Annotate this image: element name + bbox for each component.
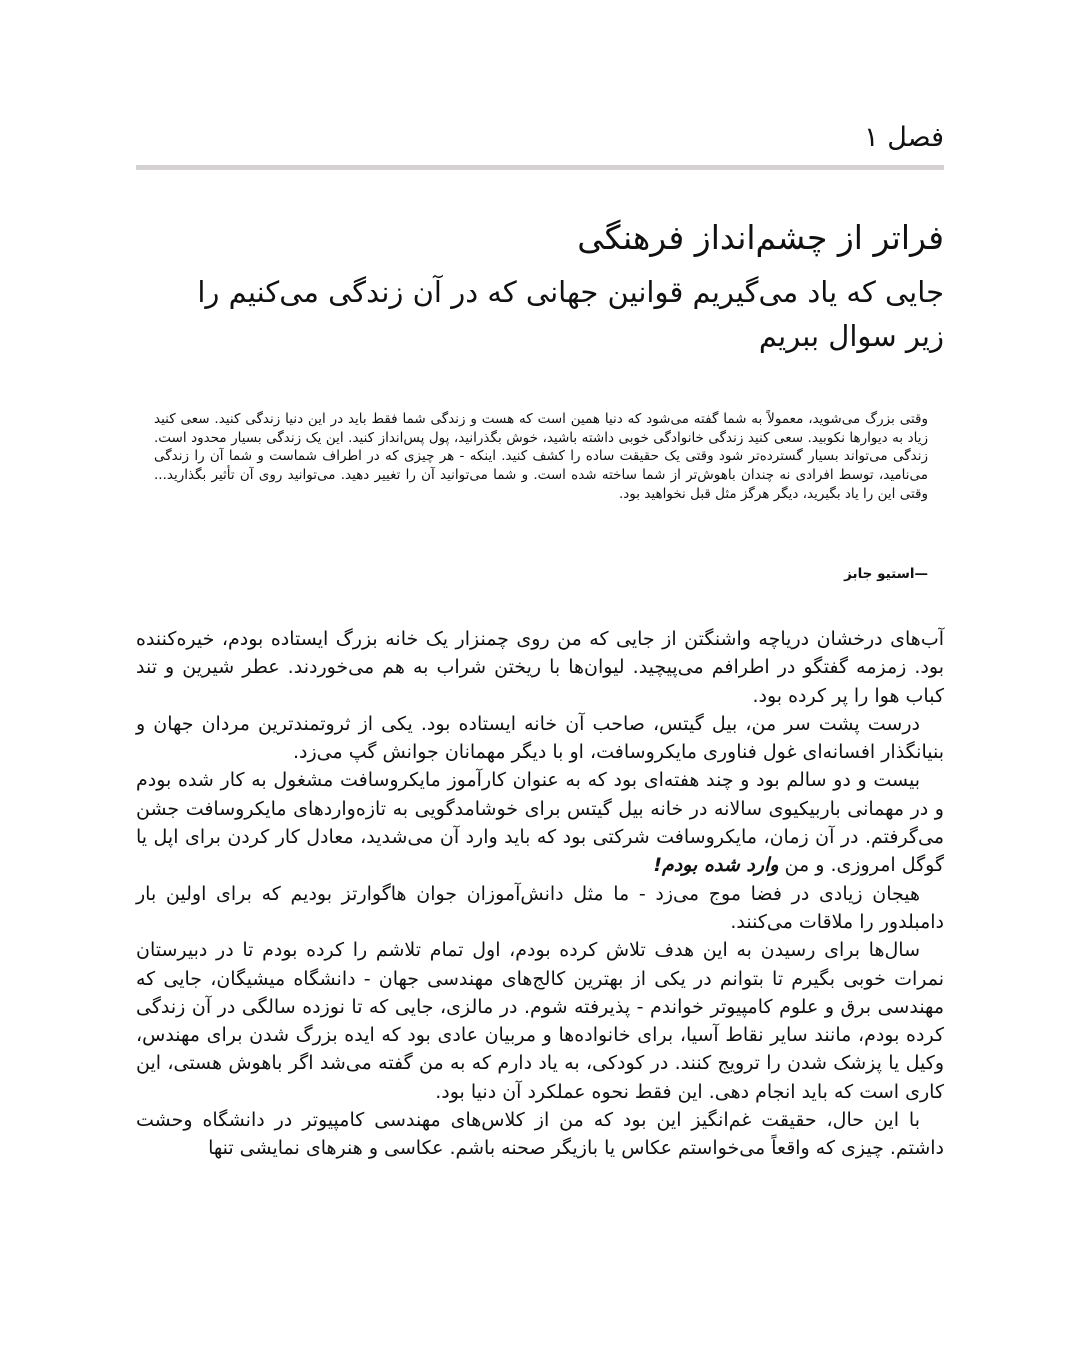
chapter-label: فصل ۱ — [864, 122, 944, 153]
chapter-title: فراتر از چشم‌انداز فرهنگی — [577, 218, 944, 257]
paragraph — [136, 766, 944, 879]
body-text — [136, 625, 944, 1163]
paragraph: هیجان زیادی در فضا موج می‌زد - ما مثل دانش‌آموزان جوان هاگوارتز بودیم که برای اولین بار دامبلدور را ملاقات می‌کنند. — [136, 882, 944, 933]
paragraph: با این حال، حقیقت غم‌انگیز این بود که من از کلاس‌های مهندسی کامپیوتر در دانشگاه وحشت داشتم. چیزی که واقعاً می‌خواستم عکاس یا بازیگر صحنه باشم. عکاسی و هنرهای نمایشی تنها — [136, 1109, 944, 1160]
epigraph-quote: وقتی بزرگ می‌شوید، معمولاً به شما گفته می‌شود که دنیا همین است که هست و زندگی شما فقط باید در این دنیا زندگی کنید. سعی کنید زیاد به دیوارها نکوبید. سعی کنید زندگی خانوادگی خوبی داشته باشید، خوش بگذرانید، پول پس‌انداز کنید. این یک زندگی بسیار محدود است. زندگی می‌تواند بسیار گسترده‌تر شود وقتی یک حقیقت ساده را کشف کنید. اینکه - هر چیزی که در اطراف شماست و شما آن را زندگی می‌نامید، توسط افرادی نه چندان باهوش‌تر از شما ساخته شده است. و شما می‌توانید آن را تغییر دهید. می‌توانید روی آن تأثیر بگذارید... وقتی این را یاد بگیرید، دیگر هرگز مثل قبل نخواهید بود. — [154, 411, 928, 502]
paragraph: آب‌های درخشان دریاچه واشنگتن از جایی که من روی چمنزار یک خانه بزرگ ایستاده بودم، خیره‌کننده بود. زمزمه گفتگو در اطرافم می‌پیچید. لیوان‌ها با ریختن شراب به هم می‌خوردند. عطر شیرین و تند کباب هوا را پر کرده بود. — [136, 628, 944, 707]
emphasis-text: وارد شده بودم! — [653, 854, 779, 877]
chapter-subtitle: جایی که یاد می‌گیریم قوانین جهانی که در آن زندگی می‌کنیم را زیر سوال ببریم — [197, 275, 944, 353]
paragraph: سال‌ها برای رسیدن به این هدف تلاش کرده بودم، اول تمام تلاشم را کرده بودم تا در دبیرستان نمرات خوبی بگیرم تا بتوانم در یکی از بهترین کالج‌های مهندسی جهان - دانشگاه میشیگان، جایی که مهندسی برق و علوم کامپیوتر خواندم - پذیرفته شوم. در مالزی، جایی که تا نوزده سالگی در آن زندگی کرده بودم، مانند سایر نقاط آسیا، برای خانواده‌ها و مربیان عادی بود که ایده بزرگ شدن برای مهندس، وکیل یا پزشک شدن را ترویج کنند. در کودکی، به یاد دارم که به من گفته می‌شد اگر باهوش هستی، این کاری است که باید انجام دهی. این فقط نحوه عملکرد آن دنیا بود. — [136, 939, 944, 1103]
paragraph: درست پشت سر من، بیل گیتس، صاحب آن خانه ایستاده بود. یکی از ثروتمندترین مردان جهان و بنیانگذار افسانه‌ای غول فناوری مایکروسافت، او با دیگر مهمانان جوانش گپ می‌زد. — [136, 712, 944, 764]
epigraph-attribution: —استیو جابز — [844, 566, 928, 582]
paragraph-text: بیست و دو سالم بود و چند هفته‌ای بود که به عنوان کارآموز مایکروسافت مشغول به کار شده بودم و در مهمانی باربیکیوی سالانه در خانه بیل گیتس برای خوشامدگویی به تازه‌واردهای مایکروسافت جشن می‌گرفتم. در آن زمان، مایکروسافت شرکتی بود که باید وارد آن می‌شدید، معادل کار کردن برای اپل یا گوگل امروزی. و من — [136, 769, 944, 877]
chapter-divider — [136, 165, 944, 170]
